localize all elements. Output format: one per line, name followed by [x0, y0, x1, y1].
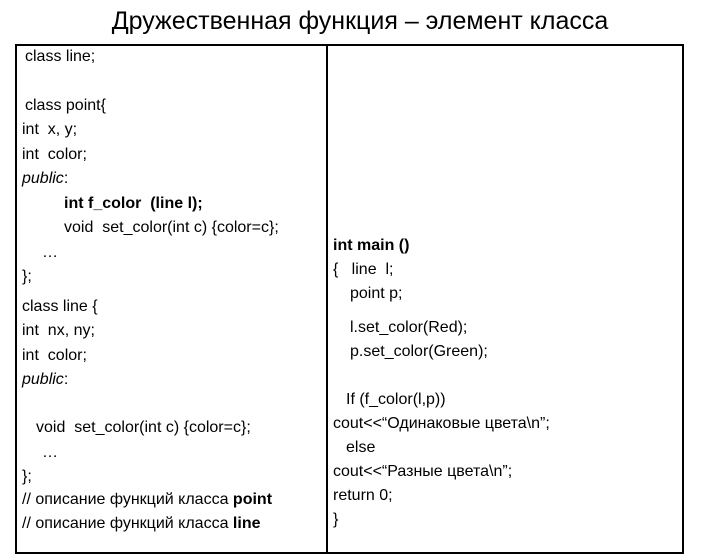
brace-open: {	[87, 298, 98, 315]
code-line-friend-decl: int f_color (line l);	[64, 195, 203, 212]
comment-class-name: point	[232, 491, 273, 508]
code-line-if: If (f_color(l,p))	[346, 391, 446, 408]
keyword-public: public	[22, 170, 64, 187]
code-line-line-public	[22, 370, 68, 390]
column-divider	[326, 44, 328, 554]
comment-text: // описание функций класса	[22, 515, 233, 532]
slide-title: Дружественная функция – элемент класса	[111, 7, 609, 35]
code-line-line-color: int color;	[22, 347, 87, 364]
code-line-main-line: { line l;	[333, 261, 394, 278]
public-colon: :	[63, 170, 69, 187]
comment-point-functions	[22, 490, 272, 510]
code-line-point-color: int color;	[22, 146, 87, 163]
code-line-point-setcolor: void set_color(int c) {color=c};	[64, 219, 279, 236]
code-line-point-end: };	[22, 268, 32, 285]
code-line-point-public	[22, 169, 68, 189]
comment-line-functions	[22, 514, 260, 534]
code-line-cout-same: cout<<“Одинаковые цвета\n”;	[333, 415, 550, 432]
keyword-class-point: class point	[25, 97, 101, 114]
code-line-main: int main ()	[333, 237, 410, 254]
code-line-line-end: };	[22, 468, 32, 485]
public-colon: :	[63, 371, 69, 388]
comment-class-name: line	[232, 515, 261, 532]
code-line-line-setcolor: void set_color(int c) {color=c};	[36, 419, 251, 436]
code-line-forward-decl: class line;	[25, 48, 96, 65]
keyword-public: public	[22, 371, 64, 388]
code-line-line-nxny: int nx, ny;	[22, 322, 95, 339]
code-line-main-end: }	[333, 511, 339, 528]
keyword-class-line: class line	[22, 298, 88, 315]
code-line-main-point: point p;	[350, 285, 403, 302]
code-line-line-ellipsis: …	[42, 444, 58, 461]
code-line-l-setcolor: l.set_color(Red);	[350, 319, 468, 336]
code-line-cout-diff: cout<<“Разные цвета\n”;	[333, 463, 513, 480]
code-line-class-line	[22, 297, 98, 317]
code-line-point-xy: int x, y;	[22, 121, 78, 138]
comment-text: // описание функций класса	[22, 491, 233, 508]
code-line-point-ellipsis: …	[42, 244, 58, 261]
code-line-p-setcolor: p.set_color(Green);	[350, 343, 488, 360]
code-line-class-point	[25, 96, 106, 116]
brace-open: {	[100, 97, 106, 114]
code-line-return: return 0;	[333, 487, 393, 504]
code-line-else: else	[346, 439, 376, 456]
